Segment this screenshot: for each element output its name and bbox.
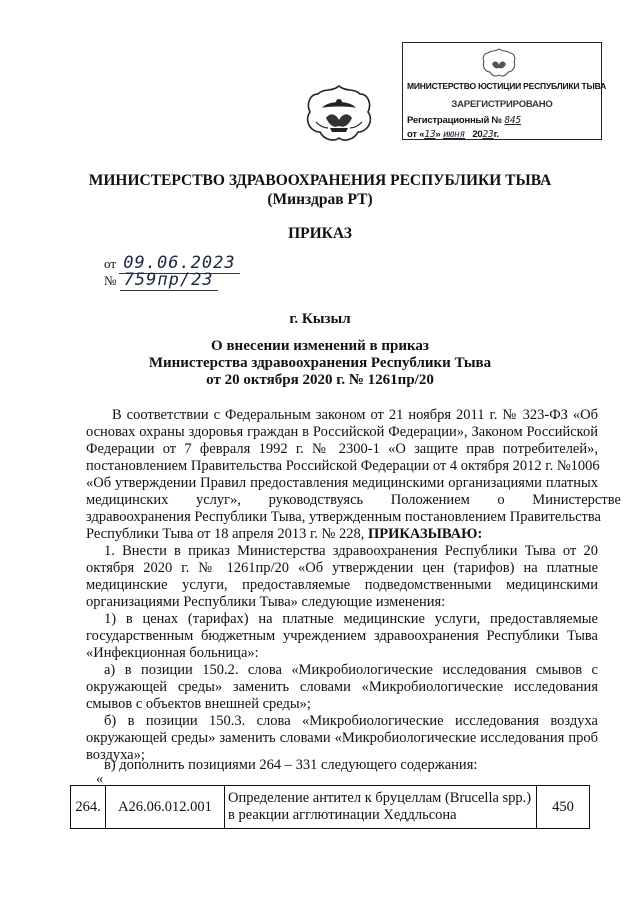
republic-emblem-icon <box>302 82 376 146</box>
table-cell-number: 264. <box>71 786 106 829</box>
registration-stamp <box>402 42 607 140</box>
table-cell-name-line: Определение антител к бруцеллам (Brucella spp.) <box>228 790 532 806</box>
body-line: окружающей среды» заменить словами «Микробиологические исследования проб <box>86 730 598 746</box>
stamp-emblem-icon <box>481 47 517 79</box>
stamp-year-prefix: 20 <box>472 129 483 140</box>
body-line: В соответствии с Федеральным законом от 21 ноября 2011 г. № 323-ФЗ «Об <box>112 407 598 423</box>
subject-line: Министерства здравоохранения Республики Тыва <box>148 355 492 371</box>
subject-line: от 20 октября 2020 г. № 1261пр/20 <box>206 372 434 388</box>
stamp-date-prefix: от « <box>407 129 425 140</box>
body-line: Федерации от 7 февраля 1992 г. № 2300-1 «О защите прав потребителей», <box>86 441 598 457</box>
stamp-reg-number: 845 <box>504 115 521 126</box>
table-cell-name <box>225 786 537 829</box>
body-line: «Инфекционная больница»: <box>86 645 259 661</box>
body-line: окружающей среды» заменить словами «Микробиологические исследования <box>86 679 598 695</box>
body-line: основах охраны здоровья граждан в Российской Федерации», Законом Российской <box>86 424 598 440</box>
body-line <box>86 526 598 543</box>
body-line: постановлением Правительства Российской Федерации от 4 октября 2012 г. №1006 <box>86 458 600 474</box>
document-title: ПРИКАЗ <box>288 225 352 242</box>
body-line: государственным бюджетным учреждением здравоохранения Республики Тыва <box>86 628 598 644</box>
stamp-year-end: г. <box>493 129 499 140</box>
stamp-year-suffix: 23 <box>482 129 494 140</box>
body-line: 1. Внести в приказ Министерства здравоохранения Республики Тыва от 20 <box>104 543 598 559</box>
order-date-label: от <box>104 256 117 271</box>
ministry-short-name: (Минздрав РТ) <box>267 191 373 208</box>
body-line: 1) в ценах (тарифах) на платные медицинские услуги, предоставляемые <box>104 611 598 627</box>
table-cell-name-line: в реакции агглютинации Хеддльсона <box>228 807 457 823</box>
body-line: б) в позиции 150.3. слова «Микробиологические исследования воздуха <box>104 713 598 729</box>
body-line: организациями Республики Тыва» следующие изменения: <box>86 594 446 610</box>
body-line: «Об утверждении Правил предоставления медицинскими организациями платных <box>86 475 598 491</box>
body-line-text: Республики Тыва от 18 апреля 2013 г. № 228, <box>86 526 365 542</box>
opening-quote: « <box>96 771 104 787</box>
stamp-date <box>407 129 597 140</box>
body-line: медицинские услуги, предоставляемые подведомственными медицинскими <box>86 577 598 593</box>
body-line: а) в позиции 150.2. слова «Микробиологические исследования смывов с <box>104 662 598 678</box>
body-line: воздуха»; <box>86 747 145 763</box>
stamp-date-month: июня <box>442 129 466 140</box>
ministry-name: МИНИСТЕРСТВО ЗДРАВООХРАНЕНИЯ РЕСПУБЛИКИ ТЫВА <box>88 172 552 189</box>
city: г. Кызыл <box>289 311 351 327</box>
table-cell-code: A26.06.012.001 <box>106 786 225 829</box>
stamp-registered-line: ЗАРЕГИСТРИРОВАНО <box>451 99 553 110</box>
body-line: в) дополнить позициями 264 – 331 следующего содержания: <box>104 757 478 773</box>
body-line: медицинских услуг», руководствуясь Положением о Министерстве <box>86 492 621 508</box>
body-line: смывов с объектов внешней среды»; <box>86 696 311 712</box>
stamp-ministry-line: МИНИСТЕРСТВО ЮСТИЦИИ РЕСПУБЛИКИ ТЫВА <box>407 81 607 91</box>
order-date-value: 09.06.2023 <box>119 253 239 274</box>
body-line: октября 2020 г. № 1261пр/20 «Об утверждении цен (тарифов) на платные <box>86 560 598 576</box>
table-row <box>71 786 590 829</box>
order-number-value: 759пр/23 <box>120 270 218 291</box>
order-number <box>104 270 218 290</box>
stamp-reg-label: Регистрационный № <box>407 115 502 126</box>
stamp-registration-number <box>407 115 597 126</box>
body-line: здравоохранения Республики Тыва, утвержденным постановлением Правительства <box>86 509 601 525</box>
order-word: ПРИКАЗЫВАЮ: <box>367 526 483 542</box>
table-cell-price: 450 <box>537 786 590 829</box>
price-table <box>70 785 590 829</box>
order-number-label: № <box>104 273 117 288</box>
subject-line: О внесении изменений в приказ <box>211 338 429 354</box>
stamp-date-day: 13 <box>424 129 436 140</box>
stamp-date-mid: » <box>435 129 441 140</box>
